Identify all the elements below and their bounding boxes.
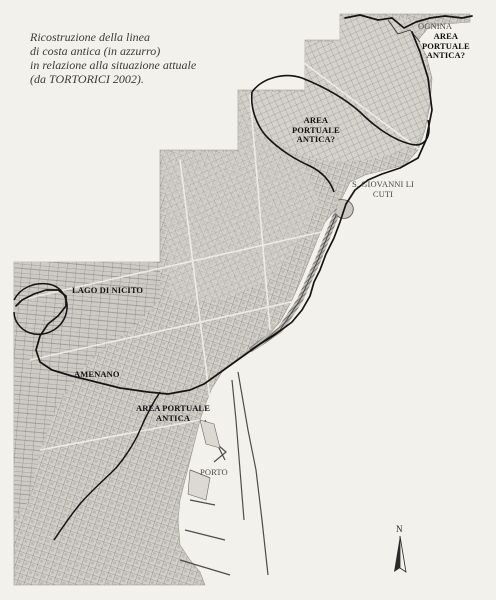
label-lago-di-nicito: LAGO DI NICITO [72,285,144,295]
caption-line: Ricostruzione della linea [30,30,150,44]
label-area-portuale-centro: AREA PORTUALE ANTICA? [292,115,340,144]
label-ognina: OGNINA [418,21,453,31]
label-area-portuale-nord: AREA PORTUALE ANTICA? [422,31,470,60]
map-caption [30,30,230,86]
label-amenano: AMENANO [74,369,120,379]
north-label: N [396,524,403,534]
north-arrow-icon [390,534,410,576]
caption-line: in relazione alla situazione attuale [30,58,197,72]
label-san-giovanni-li-cuti: S. GIOVANNI LI CUTI [352,179,414,199]
caption-line: (da TORTORICI 2002). [30,72,144,86]
caption-line: di costa antica (in azzurro) [30,44,161,58]
label-porto: PORTO [200,467,228,477]
label-area-portuale-sud: AREA PORTUALE ANTICA [136,403,210,423]
